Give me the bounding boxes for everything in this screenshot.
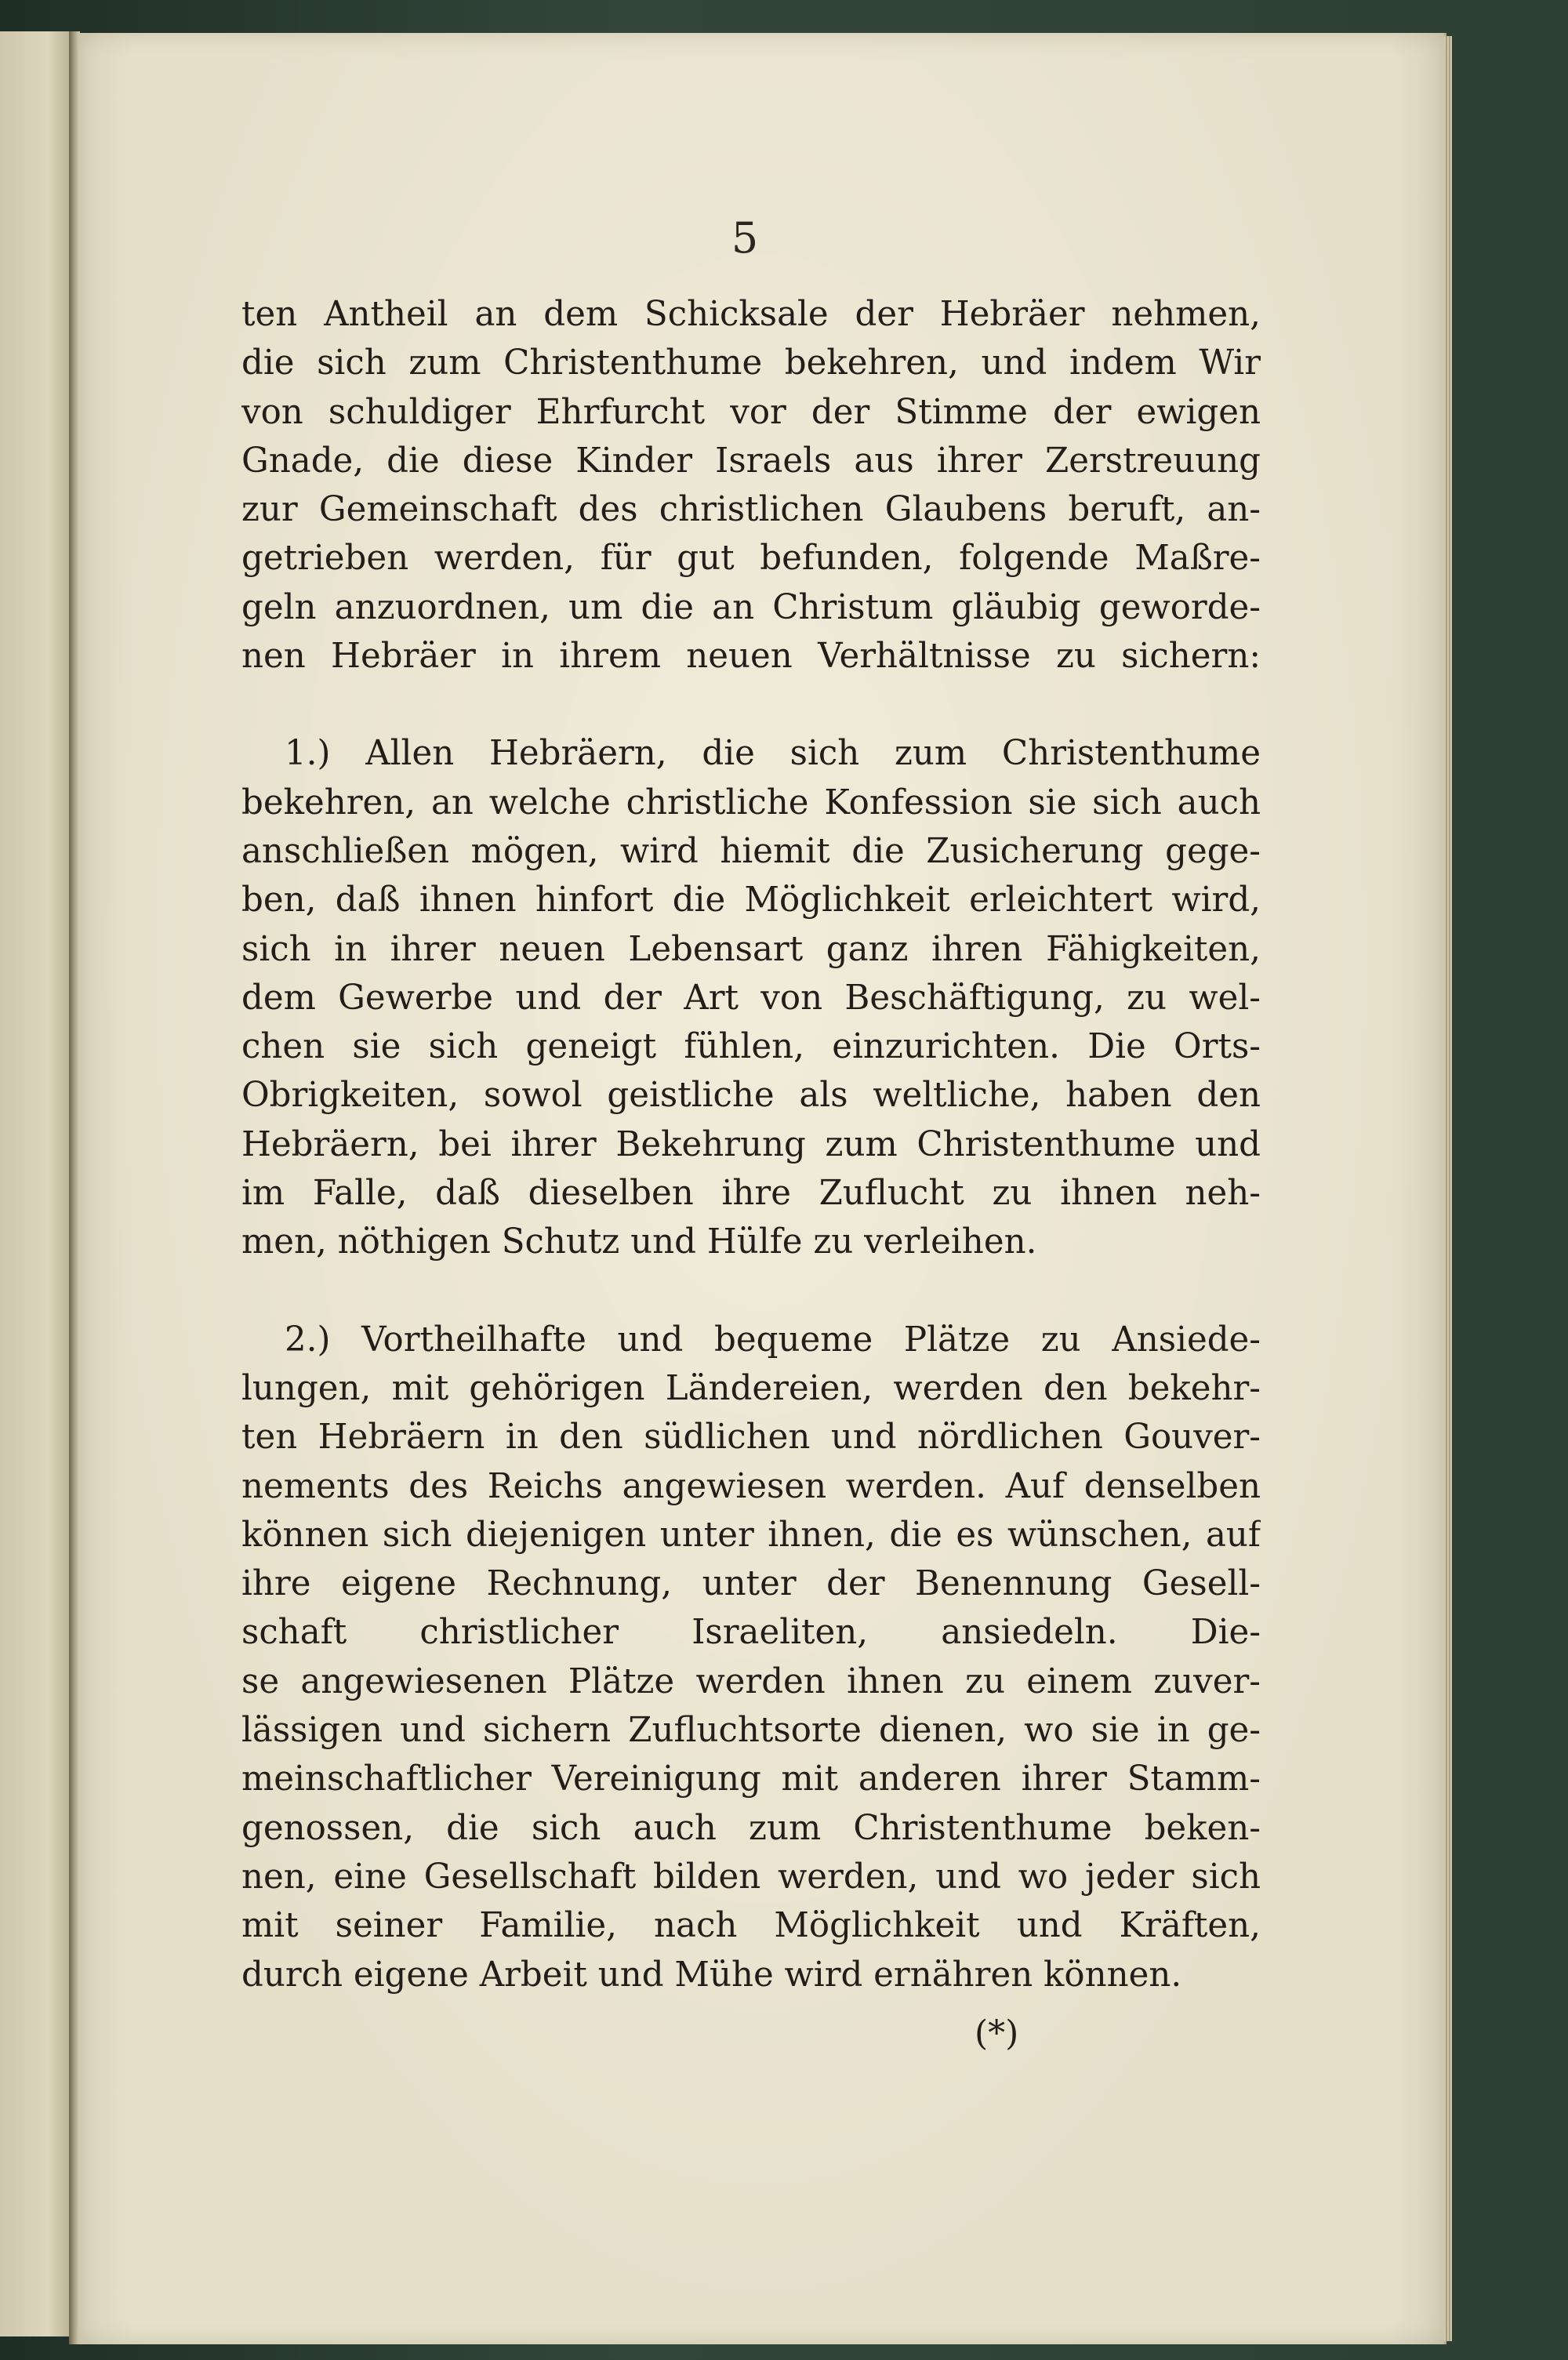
text-line: Hebräern, bei ihrer Bekehrung zum Christenthume und [241, 1124, 1261, 1164]
text-line: im Falle, daß dieselben ihre Zuflucht zu ihnen neh- [241, 1174, 1261, 1214]
page-body-text [241, 290, 1261, 1999]
paragraph [241, 729, 1261, 1266]
text-line: 2.) Vortheilhafte und bequeme Plätze zu Ansiede- [285, 1320, 1261, 1360]
catchword: (*) [975, 2013, 1019, 2053]
text-line: lungen, mit gehörigen Ländereien, werden den bekehr- [241, 1368, 1261, 1408]
paragraph [241, 1316, 1261, 1999]
text-line: genossen, die sich auch zum Christenthume beken- [241, 1808, 1261, 1848]
left-page-edge [0, 31, 71, 2336]
text-line: ben, daß ihnen hinfort die Möglichkeit erleichtert wird, [241, 880, 1261, 920]
text-line: mit seiner Familie, nach Möglichkeit und Kräften, [241, 1906, 1261, 1946]
text-line: von schuldiger Ehrfurcht vor der Stimme der ewigen [241, 392, 1261, 432]
paragraph-gap [241, 1267, 1261, 1316]
text-line: nen Hebräer in ihrem neuen Verhältnisse zu sichern: [241, 637, 1261, 677]
text-line: meinschaftlicher Vereinigung mit anderen ihrer Stamm- [241, 1759, 1261, 1799]
paragraph [241, 290, 1261, 681]
text-line: durch eigene Arbeit und Mühe wird ernähren können. [241, 1955, 1182, 1995]
text-line: getrieben werden, für gut befunden, folgende Maßre- [241, 539, 1261, 579]
text-line: geln anzuordnen, um die an Christum gläubig geworde- [241, 587, 1261, 627]
text-line: bekehren, an welche christliche Konfession sie sich auch [241, 782, 1261, 822]
text-line: men, nöthigen Schutz und Hülfe zu verleihen. [241, 1222, 1037, 1262]
text-line: ten Hebräern in den südlichen und nördlichen Gouver- [241, 1418, 1261, 1458]
text-line: Obrigkeiten, sowol geistliche als weltliche, haben den [241, 1076, 1261, 1116]
text-line: 1.) Allen Hebräern, die sich zum Christenthume [285, 734, 1261, 774]
text-line: nen, eine Gesellschaft bilden werden, und wo jeder sich [241, 1857, 1261, 1897]
text-line: die sich zum Christenthume bekehren, und indem Wir [241, 343, 1261, 383]
text-line: ten Antheil an dem Schicksale der Hebräer nehmen, [241, 295, 1261, 334]
text-line: chen sie sich geneigt fühlen, einzurichten. Die Orts- [241, 1027, 1261, 1067]
text-line: ihre eigene Rechnung, unter der Benennung Gesell- [241, 1564, 1261, 1604]
text-line: sich in ihrer neuen Lebensart ganz ihren Fähigkeiten, [241, 929, 1261, 969]
page-number: 5 [731, 213, 759, 263]
text-line: können sich diejenigen unter ihnen, die es wünschen, auf [241, 1515, 1261, 1555]
text-line: zur Gemeinschaft des christlichen Glaubens beruft, an- [241, 490, 1261, 530]
text-line: nements des Reichs angewiesen werden. Auf denselben [241, 1466, 1261, 1506]
text-line: anschließen mögen, wird hiemit die Zusicherung gege- [241, 831, 1261, 871]
paragraph-gap [241, 681, 1261, 729]
text-line: Gnade, die diese Kinder Israels aus ihrer Zerstreuung [241, 441, 1261, 481]
text-line: lässigen und sichern Zufluchtsorte dienen, wo sie in ge- [241, 1711, 1261, 1751]
page-fore-edge [1444, 36, 1452, 2341]
text-line: schaft christlicher Israeliten, ansiedeln. Die- [241, 1613, 1261, 1653]
text-line: dem Gewerbe und der Art von Beschäftigung, zu wel- [241, 978, 1261, 1018]
text-line: se angewiesenen Plätze werden ihnen zu einem zuver- [241, 1661, 1261, 1701]
